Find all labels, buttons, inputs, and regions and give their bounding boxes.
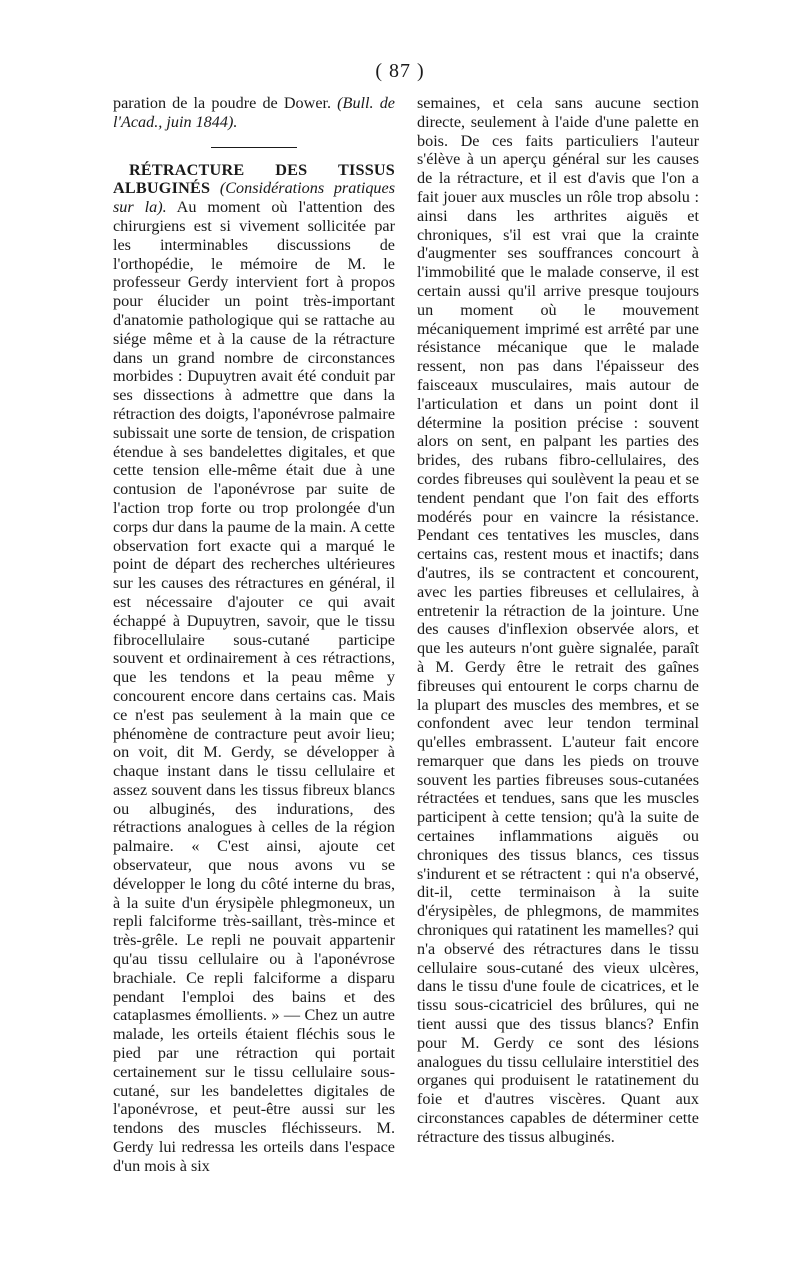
left-column	[113, 94, 395, 1176]
article-body-left: Au moment où l'attention des chirurgiens est si vivement sollicitée par les interminables discussions de l'orthopédie, le mémoire de M. le professeur Gerdy intervient fort à propos pour élucider un point très-important d'anatomie pathologique qui se rattache au siége même et à la cause de la rétracture dans un grand nombre de circonstances morbides : Dupuytren avait été conduit par ses dissections à admettre que dans la rétraction des doigts, l'aponévrose palmaire subissait une sorte de tension, de crispation étendue à ses bandelettes digitales, et que cette tension elle-même était due à une contusion de l'aponévrose par suite de l'action trop forte ou trop prolongée d'un corps dur dans la paume de la main. A cette observation fort exacte qui a marqué le point de départ des recherches ultérieures sur les causes des rétractures en général, il est nécessaire d'ajouter ce qui avait échappé à Dupuytren, savoir, que le tissu fibrocellulaire sous-cutané participe souvent et ordinairement à ces rétractions, que les tendons et la peau même y concourent encore dans certains cas. Mais ce n'est pas seulement à la main que ce phénomène de contracture peut avoir lieu; on voit, dit M. Gerdy, se développer à chaque instant dans le tissu cellulaire et assez souvent dans les tissus fibreux blancs ou albuginés, des indurations, des rétractions analogues à celles de la région palmaire. « C'est ainsi, ajoute cet observateur, que nous avons vu se développer le long du côté interne du bras, à la suite d'un érysipèle phlegmoneux, un repli falciforme très-saillant, très-mince et très-grêle. Le repli ne pouvait appartenir qu'au tissu cellulaire ou à l'aponévrose brachiale. Ce repli falciforme a disparu pendant l'emploi des bains et des cataplasmes émollients. » — Chez un autre malade, les orteils étaient fléchis sous le pied par une rétraction qui portait certainement sur le tissu cellulaire sous-cutané, sur les bandelettes digitales de l'aponévrose, et peut-être aussi sur les tendons des muscles fléchisseurs. M. Gerdy lui redressa les orteils dans l'espace d'un mois à six	[113, 198, 395, 1175]
right-column	[417, 94, 699, 1147]
article-body-right: semaines, et cela sans aucune section directe, seulement à l'aide d'une palette en bois. De ces faits particuliers l'auteur s'élève à un aperçu général sur les causes de la rétracture, et il est d'avis que l'on a fait jouer aux muscles un rôle trop absolu : ainsi dans les arthrites aiguës et chroniques, s'il est vrai que la crainte d'augmenter ses souffrances concourt à l'immobilité que le malade conserve, il est certain aussi qu'il arrive presque toujours un moment où le mouvement mécaniquement imprimé est arrêté par une résistance mécanique que le malade ressent, non pas dans l'épaisseur des faisceaux musculaires, mais autour de l'articulation et dans un point dont il détermine la position précise : souvent alors on sent, en palpant les parties des brides, des rubans fibro-cellulaires, des cordes fibreuses qui soulèvent la peau et se tendent pendant que l'on fait des efforts modérés pour en vaincre la résistance. Pendant ces tentatives les muscles, dans certains cas, restent mous et inactifs; dans d'autres, ils se contractent et concourent, avec les parties fibreuses et cellulaires, à entretenir la rétraction de la jointure. Une des causes d'inflexion observée alors, et que les auteurs n'ont guère signalée, paraît à M. Gerdy être le retrait des gaînes fibreuses qui entourent le corps charnu de la plupart des muscles des membres, et se confondent avec leur tendon terminal qu'elles embrassent. L'auteur fait encore remarquer que dans les pieds on trouve souvent les parties fibreuses sous-cutanées rétractées et tendues, sans que les muscles participent à cette tension; qu'à la suite de certaines inflammations aiguës ou chroniques des tissus blancs, ces tissus s'indurent et se rétractent : qui n'a observé, dit-il, cette terminaison à la suite d'érysipèles, de phlegmons, de mammites chroniques qui ratatinent les mamelles? qui n'a observé des rétractures dans le tissu cellulaire sous-cutané des vieux ulcères, dans le tissu d'une foule de cicatrices, et le tissu sous-cicatriciel des brûlures, qui ne tient aussi que des tissus blancs? Enfin pour M. Gerdy ce sont des lésions analogues du tissu cellulaire interstitiel des organes qui produisent le ratatinement du foie et d'autres viscères. Quant aux circonstances capables de déterminer cette rétracture des tissus albuginés.	[417, 94, 699, 1146]
intro-paragraph	[113, 94, 395, 132]
intro-text: paration de la poudre de Dower.	[113, 94, 338, 112]
section-divider	[211, 147, 297, 148]
article-paragraph	[113, 161, 395, 1176]
intro-reference: (Bull. de l'Acad., juin 1844).	[113, 94, 395, 131]
article-heading-subtitle: (Considérations pratiques sur la).	[113, 179, 395, 217]
article-heading: RÉTRACTURE DES TISSUS ALBUGINÉS	[113, 160, 395, 198]
page-number: ( 87 )	[375, 60, 425, 82]
